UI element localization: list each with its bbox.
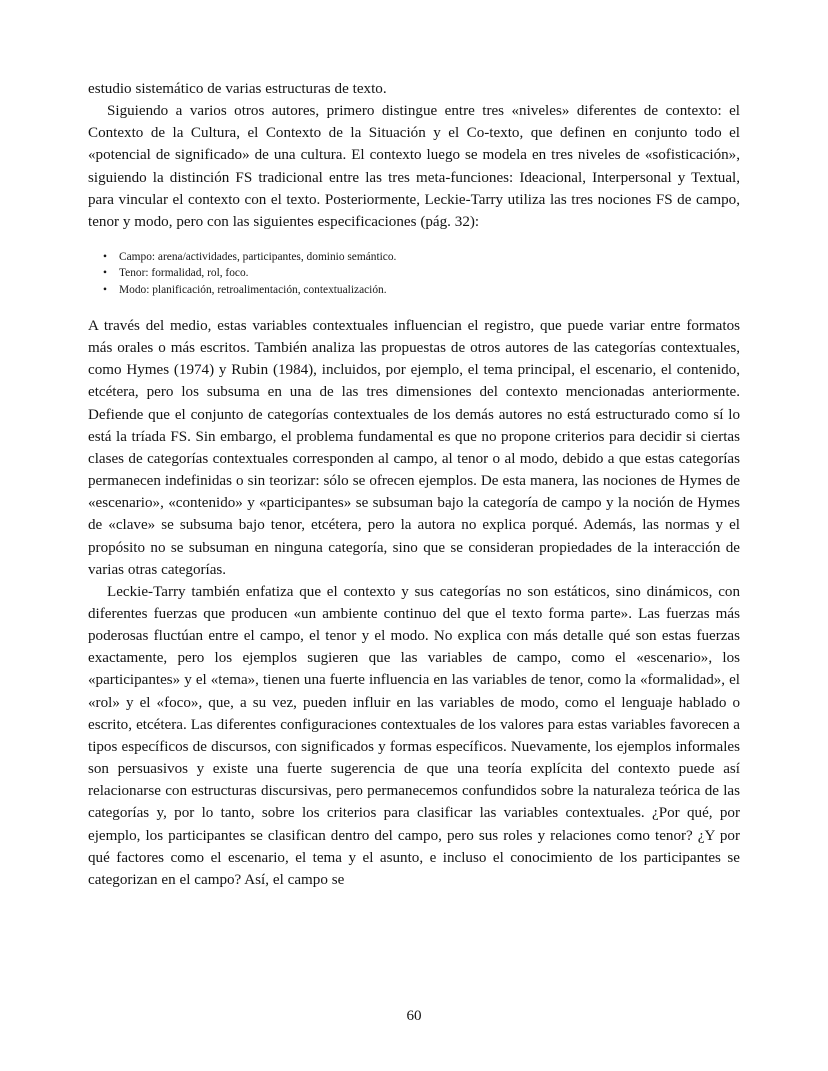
specifications-list (88, 249, 740, 298)
bullet-icon: • (103, 251, 107, 264)
bullet-icon: • (103, 267, 107, 280)
list-item-label: Modo: planificación, retroalimentación, contextualización. (119, 283, 387, 296)
list-item (88, 265, 740, 281)
list-item-label: Tenor: formalidad, rol, foco. (119, 267, 249, 280)
paragraph-siguiendo: Siguiendo a varios otros autores, primero distingue entre tres «niveles» diferentes de contexto: el Contexto de la Cultura, el Contexto de la Situación y el Co-texto, que definen en conjunto todo el «potencial de significado» de una cultura. El contexto luego se modela en tres niveles de «sofisticación», siguiendo la distinción FS tradicional entre las tres meta-funciones: Ideacional, Interpersonal y Textual, para vincular el contexto con el texto. Posteriormente, Leckie-Tarry utiliza las tres nociones FS de campo, tenor y modo, pero con las siguientes especificaciones (pág. 32): (88, 103, 740, 230)
page-number: 60 (406, 1008, 422, 1024)
page-text-column (88, 78, 740, 891)
list-item (88, 249, 740, 265)
bullet-icon: • (103, 283, 107, 296)
list-item-label: Campo: arena/actividades, participantes, dominio semántico. (119, 251, 397, 264)
list-item (88, 282, 740, 298)
paragraph-a-traves: A través del medio, estas variables contextuales influencian el registro, que puede variar entre formatos más orales o más escritos. También analiza las propuestas de otros autores de las categorías contextuales, como Hymes (1974) y Rubin (1984), incluidos, por ejemplo, el tema principal, el escenario, el contenido, etcétera, pero los subsuma en una de las tres dimensiones del contexto mencionadas anteriormente. Defiende que el conjunto de categorías contextuales de los demás autores no está estructurado como sí lo está la tríada FS. Sin embargo, el problema fundamental es que no propone criterios para decidir si ciertas clases de categorías contextuales corresponden al campo, al tenor o al modo, debido a que estas categorías permanecen indefinidas o sin teorizar: sólo se ofrecen ejemplos. De esta manera, las nociones de Hymes de «escenario», «contenido» y «participantes» se subsuman bajo la categoría de campo y la noción de Hymes de «clave» se subsuma bajo tenor, etcétera, pero la autora no explica porqué. Además, las normas y el propósito no se subsuman en ninguna categoría, sino que se consideran propiedades de la interacción de varias otras categorías. (88, 317, 740, 578)
paragraph-continuation: estudio sistemático de varias estructuras de texto. (88, 81, 387, 97)
paragraph-leckie-tarry: Leckie-Tarry también enfatiza que el contexto y sus categorías no son estáticos, sino dinámicos, con diferentes fuerzas que producen «un ambiente continuo del que el texto forma parte». Las fuerzas más poderosas fluctúan entre el campo, el tenor y el modo. No explica con más detalle qué son estas fuerzas exactamente, pero los ejemplos sugieren que las variables de campo, como el «escenario», los «participantes» y el «tema», tienen una fuerte influencia en las variables de tenor, como la «formalidad», el «rol» y el «foco», que, a su vez, pueden influir en las variables de modo, como el lenguaje hablado o escrito, etcétera. Las diferentes configuraciones contextuales de los valores para estas variables favorecen a tipos específicos de discursos, con significados y formas específicos. Nuevamente, los ejemplos informales son persuasivos y existe una fuerte sugerencia de que una teoría explícita del contexto puede así relacionarse con estructuras discursivas, pero permanecemos confundidos sobre la naturaleza teórica de las categorías y, por lo tanto, sobre los criterios para clasificar las variables contextuales. ¿Por qué, por ejemplo, los participantes se clasifican dentro del campo, pero sus roles y relaciones como tenor? ¿Y por qué factores como el escenario, el tema y el asunto, e incluso el conocimiento de los participantes se categorizan en el campo? Así, el campo se (88, 583, 740, 888)
